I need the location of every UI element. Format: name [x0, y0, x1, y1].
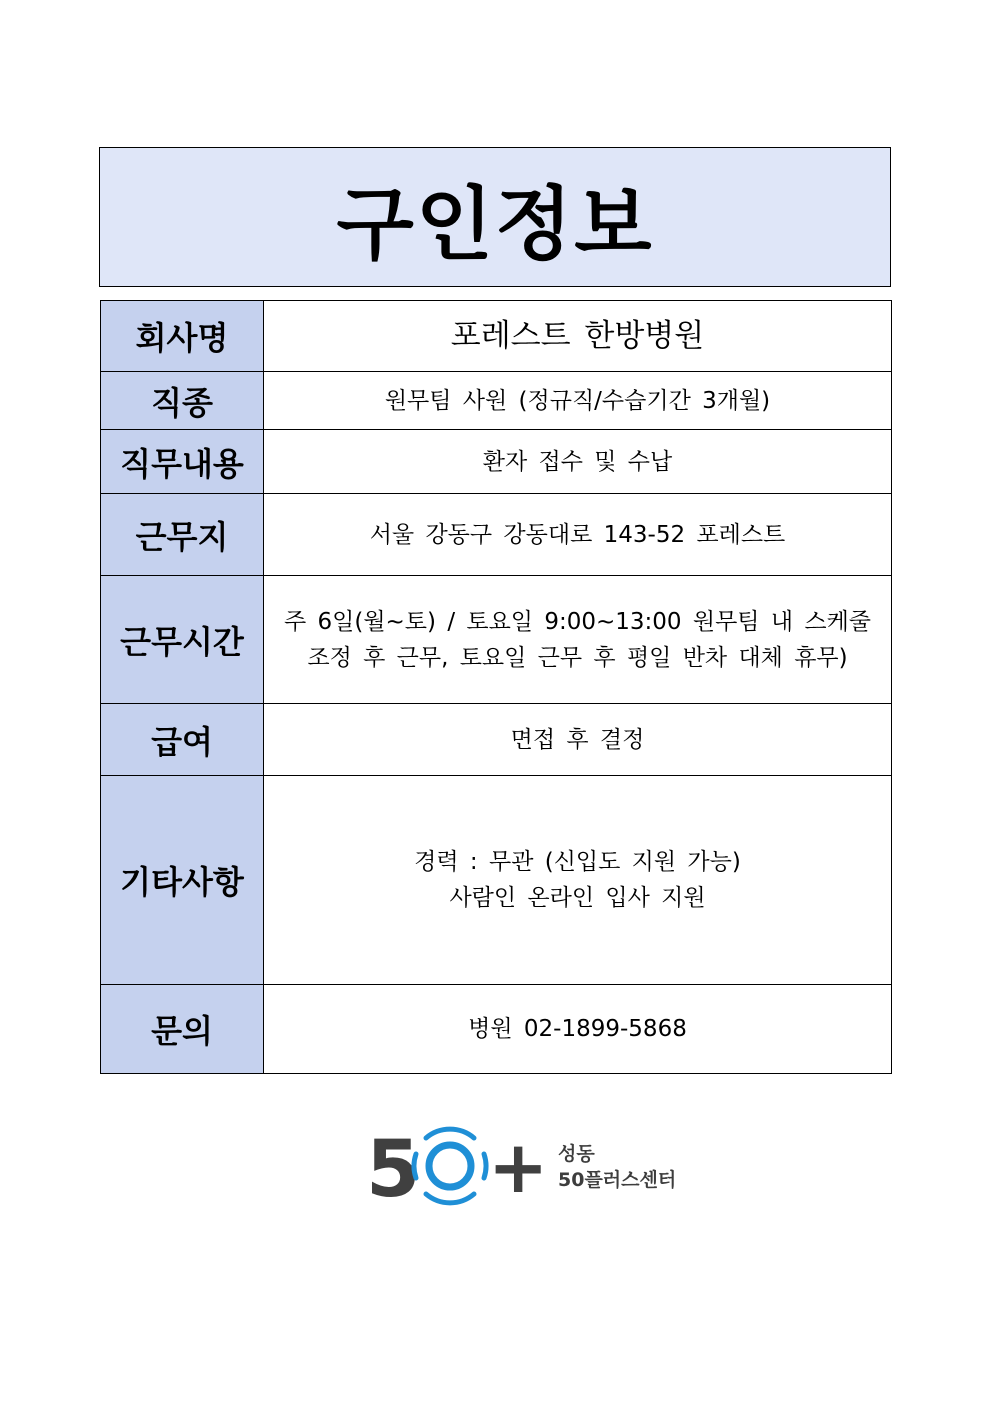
- value-line: 면접 후 결정: [510, 726, 645, 753]
- value-company: [264, 301, 892, 372]
- table-row-duties: [101, 430, 892, 494]
- table-row-etc: [101, 776, 892, 985]
- label-company: 회사명: [101, 301, 264, 372]
- logo-plus-sign: +: [488, 1126, 549, 1206]
- logo-ring-icon: [414, 1129, 486, 1203]
- label-salary: 급여: [101, 704, 264, 776]
- value-line: 주 6일(월~토) / 토요일 9:00~13:00 원무팀 내 스케줄: [283, 608, 872, 635]
- page-title: 구인정보: [336, 177, 654, 271]
- logo-digit-five: 5: [366, 1126, 421, 1206]
- label-duties: 직무내용: [101, 430, 264, 494]
- logo-wordmark: [558, 1141, 676, 1193]
- table-row-job-type: [101, 372, 892, 430]
- title-banner: [99, 147, 891, 287]
- logo-line-50plus-center: 50플러스센터: [558, 1169, 677, 1191]
- job-info-table: [100, 300, 892, 1074]
- value-line: 원무팀 사원 (정규직/수습기간 3개월): [384, 387, 771, 414]
- label-etc: 기타사항: [101, 776, 264, 985]
- value-etc: [264, 776, 892, 985]
- value-contact: [264, 985, 892, 1074]
- label-contact: 문의: [101, 985, 264, 1074]
- logo-line-seongdong: 성동: [558, 1143, 595, 1165]
- value-location: [264, 494, 892, 576]
- value-duties: [264, 430, 892, 494]
- value-line: 사람인 온라인 입사 지원: [449, 885, 706, 911]
- table-row-company: [101, 301, 892, 372]
- value-line: 병원 02-1899-5868: [468, 1016, 687, 1042]
- table-row-contact: [101, 985, 892, 1074]
- value-hours: [264, 576, 892, 704]
- value-line: 경력 : 무관 (신입도 지원 가능): [414, 849, 741, 875]
- label-location: 근무지: [101, 494, 264, 576]
- value-line: 포레스트 한방병원: [450, 318, 705, 354]
- value-job-type: [264, 372, 892, 430]
- table-row-salary: [101, 704, 892, 776]
- value-salary: [264, 704, 892, 776]
- value-line: 환자 접수 및 수납: [482, 448, 673, 475]
- label-job-type: 직종: [101, 372, 264, 430]
- label-hours: 근무시간: [101, 576, 264, 704]
- value-line: 조정 후 근무, 토요일 근무 후 평일 반차 대체 휴무): [307, 644, 848, 671]
- table-row-hours: [101, 576, 892, 704]
- table-row-location: [101, 494, 892, 576]
- value-line: 서울 강동구 강동대로 143-52 포레스트: [369, 521, 786, 548]
